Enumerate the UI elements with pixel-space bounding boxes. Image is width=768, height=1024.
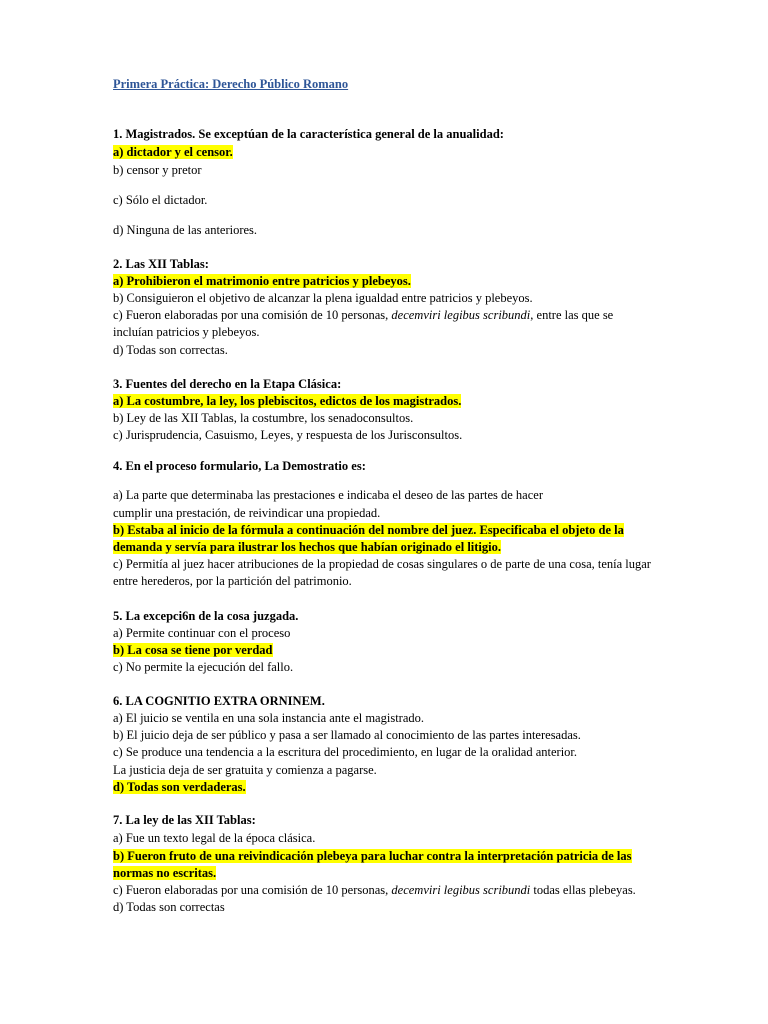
answer-7c bbox=[113, 883, 636, 898]
question-2: 2. Las XII Tablas: bbox=[113, 257, 209, 271]
question-1: 1. Magistrados. Se exceptúan de la característica general de la anualidad: bbox=[113, 127, 504, 141]
page-title: Primera Práctica: Derecho Público Romano bbox=[113, 77, 349, 91]
answer-2b: b) Consiguieron el objetivo de alcanzar la plena igualdad entre patricios y plebeyos. bbox=[113, 291, 533, 305]
answer-1a-highlighted: a) dictador y el censor. bbox=[113, 145, 233, 159]
answer-2c-latin: decemviri legibus scribundi bbox=[391, 308, 531, 322]
answer-2a-highlighted: a) Prohibieron el matrimonio entre patricios y plebeyos. bbox=[113, 274, 411, 288]
answer-7a: a) Fue un texto legal de la época clásica. bbox=[113, 831, 316, 845]
answer-1d: d) Ninguna de las anteriores. bbox=[113, 223, 258, 237]
answer-3c: c) Jurisprudencia, Casuismo, Leyes, y respuesta de los Jurisconsultos. bbox=[113, 428, 463, 442]
answer-7d: d) Todas son correctas bbox=[113, 900, 225, 914]
answer-1c: c) Sólo el dictador. bbox=[113, 193, 208, 207]
answer-5b-highlighted: b) La cosa se tiene por verdad bbox=[113, 643, 273, 657]
answer-6b: b) El juicio deja de ser público y pasa a ser llamado al conocimiento de las partes interesadas. bbox=[113, 728, 581, 742]
question-3: 3. Fuentes del derecho en la Etapa Clásica: bbox=[113, 377, 342, 391]
answer-3a-highlighted: a) La costumbre, la ley, los plebiscitos, edictos de los magistrados. bbox=[113, 394, 462, 408]
answer-2c-continued: incluían patricios y plebeyos. bbox=[113, 325, 260, 339]
answer-2c-text-end: , entre las que se bbox=[530, 308, 614, 322]
answer-4c: c) Permitía al juez hacer atribuciones de la propiedad de cosas singulares o de parte de una cosa, tenía lugar bbox=[113, 557, 651, 571]
answer-6c-continued: La justicia deja de ser gratuita y comienza a pagarse. bbox=[113, 763, 377, 777]
answer-6c: c) Se produce una tendencia a la escritura del procedimiento, en lugar de la oralidad anterior. bbox=[113, 745, 578, 759]
question-6: 6. LA COGNITIO EXTRA ORNINEM. bbox=[113, 694, 325, 708]
answer-7c-text: c) Fueron elaboradas por una comisión de 10 personas, bbox=[113, 883, 392, 897]
answer-4b-highlighted: b) Estaba al inicio de la fórmula a continuación del nombre del juez. Especificaba el objeto de la bbox=[113, 523, 624, 537]
question-5: 5. La excepci6n de la cosa juzgada. bbox=[113, 609, 299, 623]
answer-2d: d) Todas son correctas. bbox=[113, 343, 228, 357]
answer-1b: b) censor y pretor bbox=[113, 163, 202, 177]
answer-6a: a) El juicio se ventila en una sola instancia ante el magistrado. bbox=[113, 711, 425, 725]
answer-2c bbox=[113, 308, 613, 323]
answer-6d-highlighted: d) Todas son verdaderas. bbox=[113, 780, 246, 794]
answer-4a-continued: cumplir una prestación, de reivindicar una propiedad. bbox=[113, 506, 381, 520]
answer-5a: a) Permite continuar con el proceso bbox=[113, 626, 291, 640]
answer-5c: c) No permite la ejecución del fallo. bbox=[113, 660, 294, 674]
answer-4c-continued: entre herederos, por la partición del patrimonio. bbox=[113, 574, 352, 588]
question-7: 7. La ley de las XII Tablas: bbox=[113, 813, 256, 827]
question-4: 4. En el proceso formulario, La Demostratio es: bbox=[113, 459, 366, 473]
answer-4b-highlighted-continued: demanda y servía para ilustrar los hechos que habían originado el litigio. bbox=[113, 540, 502, 554]
answer-7c-latin: decemviri legibus scribundi bbox=[391, 883, 531, 897]
answer-3b: b) Ley de las XII Tablas, la costumbre, los senadoconsultos. bbox=[113, 411, 414, 425]
answer-7c-text-end: todas ellas plebeyas. bbox=[530, 883, 636, 897]
answer-7b-highlighted-continued: normas no escritas. bbox=[113, 866, 217, 880]
answer-7b-highlighted: b) Fueron fruto de una reivindicación plebeya para luchar contra la interpretación patricia de las bbox=[113, 849, 632, 863]
answer-4a: a) La parte que determinaba las prestaciones e indicaba el deseo de las partes de hacer bbox=[113, 488, 543, 502]
answer-2c-text: c) Fueron elaboradas por una comisión de 10 personas, bbox=[113, 308, 392, 322]
